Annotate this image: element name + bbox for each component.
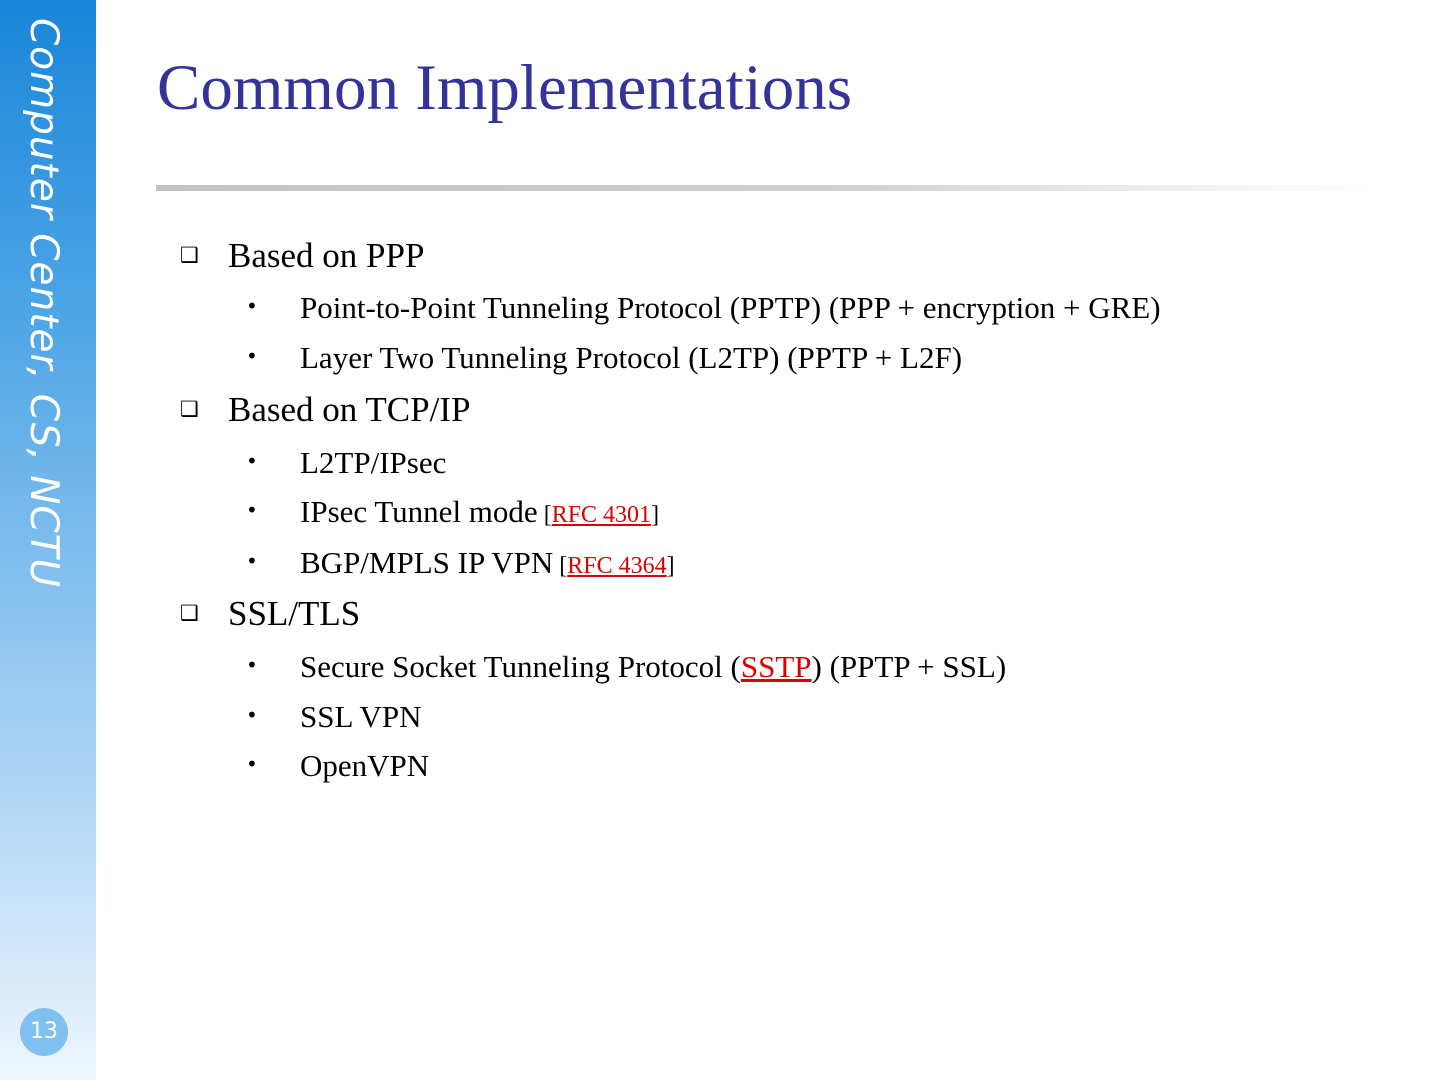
list-item-text: SSL VPN xyxy=(300,699,422,734)
dot-bullet-icon: • xyxy=(246,549,258,573)
list-item-text: IPsec Tunnel mode xyxy=(300,494,538,529)
list-item xyxy=(246,647,1006,685)
section-heading xyxy=(180,593,360,634)
list-item xyxy=(246,338,962,376)
checkbox-bullet-icon: ❑ xyxy=(180,397,199,421)
list-item xyxy=(246,443,446,481)
sidebar xyxy=(0,0,96,1080)
reference-bracket-close: ] xyxy=(651,502,660,528)
list-item xyxy=(246,288,1161,326)
dot-bullet-icon: • xyxy=(246,703,258,727)
rfc-4364-link[interactable]: RFC 4364 xyxy=(567,553,667,579)
section-heading-text: SSL/TLS xyxy=(228,594,361,633)
section-heading xyxy=(180,389,470,430)
list-item xyxy=(246,543,675,584)
dot-bullet-icon: • xyxy=(246,449,258,473)
list-item-text-prefix: Secure Socket Tunneling Protocol ( xyxy=(300,649,741,684)
list-item-text: Layer Two Tunneling Protocol (L2TP) (PPTP + L2F) xyxy=(300,340,963,375)
list-item xyxy=(246,697,421,735)
page-number-badge: 13 xyxy=(20,1008,68,1056)
checkbox-bullet-icon: ❑ xyxy=(180,243,199,267)
dot-bullet-icon: • xyxy=(246,344,258,368)
list-item-text: OpenVPN xyxy=(300,748,430,783)
rfc-4301-link[interactable]: RFC 4301 xyxy=(551,502,652,528)
sstp-link[interactable]: SSTP xyxy=(740,649,812,684)
dot-bullet-icon: • xyxy=(246,653,258,677)
section-heading-text: Based on TCP/IP xyxy=(228,390,471,429)
dot-bullet-icon: • xyxy=(246,498,258,522)
dot-bullet-icon: • xyxy=(246,752,258,776)
reference-bracket-open: [ xyxy=(553,553,568,579)
list-item xyxy=(246,746,429,784)
list-item-text: L2TP/IPsec xyxy=(300,445,447,480)
list-item-text: Point-to-Point Tunneling Protocol (PPTP) (PPP + encryption + GRE) xyxy=(300,290,1161,325)
dot-bullet-icon: • xyxy=(246,294,258,318)
section-heading xyxy=(180,235,424,276)
list-item-text-suffix: ) (PPTP + SSL) xyxy=(811,649,1007,684)
reference-bracket-open: [ xyxy=(537,502,552,528)
checkbox-bullet-icon: ❑ xyxy=(180,601,199,625)
list-item-text: BGP/MPLS IP VPN xyxy=(300,545,554,580)
sidebar-caption: Computer Center, CS, NCTU xyxy=(21,18,66,589)
title-divider xyxy=(156,185,1376,191)
section-heading-text: Based on PPP xyxy=(228,236,425,275)
reference-bracket-close: ] xyxy=(666,553,675,579)
slide-title: Common Implementations xyxy=(157,52,853,124)
list-item xyxy=(246,492,659,533)
